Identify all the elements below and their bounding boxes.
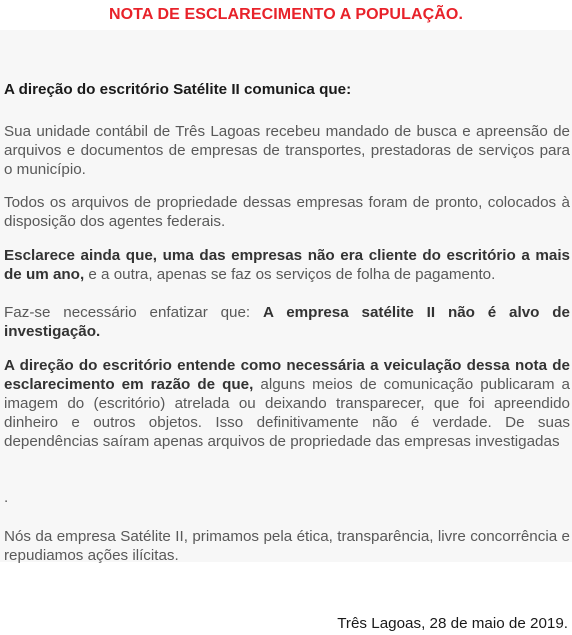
paragraph-archives: Todos os arquivos de propriedade dessas empresas foram de pronto, colocados à disposição dos agentes federais.: [4, 194, 570, 230]
paragraph-media-rest: alguns meios de comunicação publicaram a imagem do (escritório) atrelada ou deixando transparecer, que foi apreendido dinheiro e outros objetos. Isso definitivamente não é verdade. De suas dependências saíram apenas arquivos de propriedade das empresas investigadas: [4, 376, 570, 450]
document-date: Três Lagoas, 28 de maio de 2019.: [337, 615, 568, 632]
separator-dot: .: [4, 489, 9, 506]
paragraph-media-clarification: [4, 356, 570, 451]
paragraph-not-investigated: [4, 303, 570, 341]
paragraph-clients-bold: Esclarece ainda que, uma das empresas não era cliente do escritório a mais de um ano,: [4, 247, 570, 283]
paragraph-not-investigated-rest: Faz-se necessário enfatizar que:: [4, 304, 263, 321]
statement-panel: [0, 30, 572, 562]
document-title: NOTA DE ESCLARECIMENTO A POPULAÇÃO.: [108, 6, 464, 23]
paragraph-ethics: Nós da empresa Satélite II, primamos pela ética, transparência, livre concorrência e repudiamos ações ilícitas.: [4, 528, 570, 564]
paragraph-not-investigated-bold: A empresa satélite II não é alvo de investigação.: [4, 304, 570, 340]
paragraph-clients: [4, 246, 570, 284]
paragraph-media-bold: A direção do escritório entende como necessária a veiculação dessa nota de esclarecimento em razão de que,: [4, 357, 570, 393]
statement-heading: A direção do escritório Satélite II comunica que:: [4, 81, 352, 98]
paragraph-clients-rest: e a outra, apenas se faz os serviços de folha de pagamento.: [84, 266, 496, 283]
paragraph-search-warrant: Sua unidade contábil de Três Lagoas recebeu mandado de busca e apreensão de arquivos e documentos de empresas de transportes, prestadoras de serviços para o município.: [4, 123, 570, 178]
